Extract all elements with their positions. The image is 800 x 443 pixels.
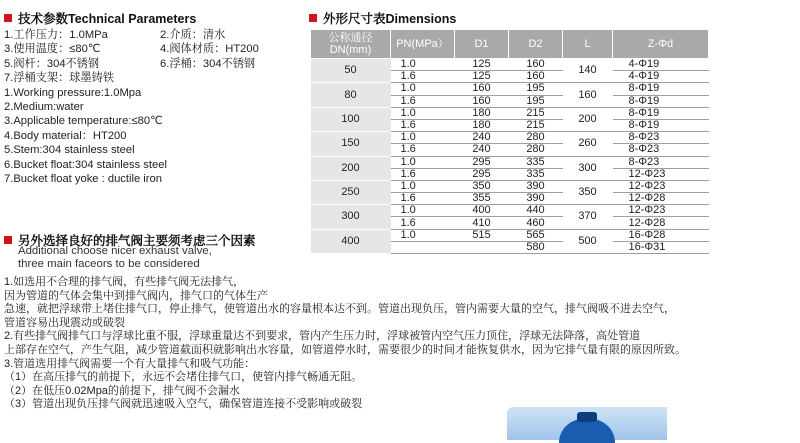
technical-parameters-heading: 技术参数Technical Parameters [4,9,304,27]
cell-pn [391,241,455,253]
cell-z: 8-Φ23 [613,144,709,156]
cell-pn: 1.6 [391,119,455,131]
cell-dn: 400 [311,229,391,253]
param-en-line: 6.Bucket float:304 stainless steel [4,158,167,171]
cell-pn: 1.6 [391,95,455,107]
cell-d1: 240 [455,144,509,156]
table-row [311,132,709,144]
header-z: Z-Φd [613,30,709,59]
cell-z: 16-Φ31 [613,241,709,253]
cell-pn: 1.0 [391,229,455,241]
cell-pn: 1.6 [391,217,455,229]
cell-pn: 1.0 [391,83,455,95]
cell-pn: 1.6 [391,71,455,83]
cell-d2: 565 [509,229,563,241]
body-line: 因为管道的气体会集中到排气阀内，排气口的气体生产 [4,289,268,302]
cell-z: 8-Φ23 [613,132,709,144]
red-square-icon [4,236,12,244]
cell-l: 500 [563,229,613,253]
body-line: （1）在高压排气的前提下，永远不会堵住排气口，使管内排气畅通无阻。 [4,371,363,384]
red-square-icon [309,14,317,22]
cell-d2: 440 [509,205,563,217]
body-line: 急速，就把浮球带上堵住排气口，停止排气，使管道出水的容量根本达不到。管道出现负压，管内需要大量的空气，排气阀吸不进去空气， [4,303,675,316]
cell-z: 8-Φ19 [613,83,709,95]
dimensions-table [310,29,709,254]
cell-l: 370 [563,205,613,229]
cell-d1: 295 [455,168,509,180]
table-row [311,205,709,217]
table-row [311,107,709,119]
body-line: 管道容易出现震动或破裂 [4,316,125,329]
cell-d1: 240 [455,132,509,144]
param-row: 7.浮桶支架：球墨铸铁 [4,72,115,85]
cell-d2: 335 [509,168,563,180]
cell-d2: 195 [509,83,563,95]
cell-z: 8-Φ19 [613,95,709,107]
cell-l: 300 [563,156,613,180]
table-row [311,83,709,95]
cell-z: 8-Φ19 [613,107,709,119]
cell-z: 16-Φ28 [613,229,709,241]
cell-d1: 160 [455,95,509,107]
cell-dn: 50 [311,59,391,83]
param-row: 5.阀杆：304不锈钢 6.浮桶：304不锈钢 [4,57,256,70]
cell-d2: 215 [509,119,563,131]
table-row [311,229,709,241]
cell-pn: 1.0 [391,205,455,217]
cell-z: 12-Φ28 [613,217,709,229]
cell-l: 350 [563,180,613,204]
cell-z: 12-Φ23 [613,205,709,217]
cell-z: 12-Φ28 [613,193,709,205]
cell-dn: 80 [311,83,391,107]
cell-z: 8-Φ23 [613,156,709,168]
cell-dn: 100 [311,107,391,131]
cell-z: 12-Φ23 [613,180,709,192]
body-line: 上部存在空气，产生气阻，减少管道截面积就影响出水容量，如管道停水时，需要很少的时间才能恢复供水，因为它排气量有限的原因所致。 [4,343,686,356]
cell-d2: 195 [509,95,563,107]
table-row [311,156,709,168]
cell-dn: 250 [311,180,391,204]
red-square-icon [4,14,12,22]
cell-d2: 160 [509,59,563,71]
cell-d1: 125 [455,71,509,83]
cell-d2: 215 [509,107,563,119]
param-row: 3.使用温度：≤80℃ 4.阀体材质：HT200 [4,43,259,56]
cell-l: 200 [563,107,613,131]
param-en-line: 3.Applicable temperature:≤80℃ [4,115,163,128]
cell-pn: 1.0 [391,132,455,144]
cell-pn: 1.6 [391,168,455,180]
header-d2: D2 [509,30,563,59]
cell-d2: 160 [509,71,563,83]
cell-d2: 460 [509,217,563,229]
cell-pn: 1.6 [391,144,455,156]
body-line: （2）在低压0.02Mpa的前提下，排气阀不会漏水 [4,384,240,397]
header-d1: D1 [455,30,509,59]
extra-factors-heading: 另外选择良好的排气阀主要须考虑三个因素 [4,231,256,249]
cell-d1: 180 [455,107,509,119]
cell-dn: 150 [311,132,391,156]
cell-z: 8-Φ19 [613,119,709,131]
param-en-line: 7.Bucket float yoke : ductile iron [4,173,162,186]
cell-z: 4-Φ19 [613,71,709,83]
cell-pn: 1.0 [391,107,455,119]
cell-d1: 350 [455,180,509,192]
cell-dn: 200 [311,156,391,180]
table-row [311,180,709,192]
cell-d1: 180 [455,119,509,131]
cell-d1: 295 [455,156,509,168]
cell-l: 160 [563,83,613,107]
cell-d1: 355 [455,193,509,205]
body-line: 1.如选用不合理的排气阀，有些排气阀无法排气， [4,276,245,288]
cell-pn: 1.0 [391,59,455,71]
header-pn: PN(MPa） [391,30,455,59]
cell-d2: 280 [509,132,563,144]
cell-d1: 410 [455,217,509,229]
cell-z: 4-Φ19 [613,59,709,71]
dimensions-heading: 外形尺寸表Dimensions [309,9,456,27]
cell-d1: 515 [455,229,509,241]
cell-l: 260 [563,132,613,156]
param-en-line: 2.Medium:water [4,101,84,114]
cell-d1: 160 [455,83,509,95]
table-row [311,59,709,71]
cell-d2: 390 [509,193,563,205]
cell-d2: 335 [509,156,563,168]
header-l: L [563,30,613,59]
cell-pn: 1.0 [391,180,455,192]
valve-cap-shape [577,412,597,422]
param-row: 1.工作压力：1.0MPa 2.介质：清水 [4,29,226,41]
cell-d1: 400 [455,205,509,217]
body-line: （3）管道出现负压排气阀就迅速吸入空气，确保管道连接不受影响或破裂 [4,398,363,411]
technical-parameters-panel [4,9,304,186]
cell-pn: 1.6 [391,193,455,205]
valve-body-shape [559,419,615,443]
extra-factors-en-line: three main faceors to be considered [18,258,200,270]
cell-d1: 125 [455,59,509,71]
param-en-line: 5.Stem:304 stainless steel [4,144,135,157]
cell-z: 12-Φ23 [613,168,709,180]
body-line: 3.管道选用排气阀需要一个有大量排气和吸气功能： [4,357,256,370]
factors-body [4,276,794,412]
param-en-line: 1.Working pressure:1.0Mpa [4,86,142,99]
cell-dn: 300 [311,205,391,229]
table-header-row [311,30,709,59]
dimensions-table-body [311,59,709,254]
cell-pn: 1.0 [391,156,455,168]
extra-factors-en-line: Additional choose nicer exhaust valve, [18,245,212,257]
cell-l: 140 [563,59,613,83]
param-en-line: 4.Body material：HT200 [4,129,127,142]
valve-product-photo [507,407,667,440]
cell-d1 [455,241,509,253]
cell-d2: 390 [509,180,563,192]
body-line: 2.有些排气阀排气口与浮球比重不服，浮球重量达不到要求，管内产生压力时，浮球被管内空气压力顶住，浮球无法降落，高处管道 [4,330,641,343]
cell-d2: 280 [509,144,563,156]
cell-d2: 580 [509,241,563,253]
header-dn: 公称通径 DN(mm) [311,30,391,59]
